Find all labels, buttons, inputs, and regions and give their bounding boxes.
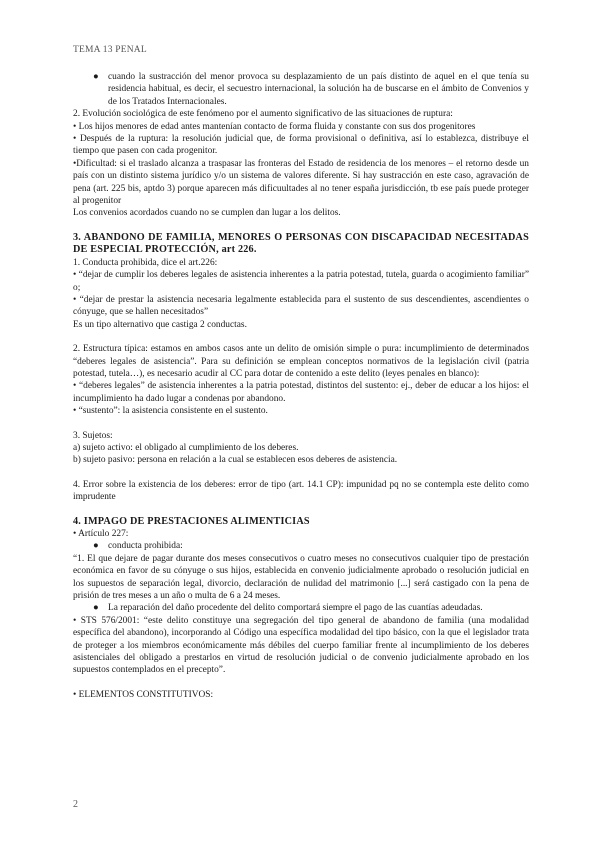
paragraph: • “dejar de prestar la asistencia necesaria legalmente establecida para el sustento de sus descendientes, ascendientes o cónyuge, que se hallen necesitados” xyxy=(73,294,529,318)
paragraph: 1. Conducta prohibida, dice el art.226: xyxy=(73,257,218,268)
paragraph: 4. Error sobre la existencia de los deberes: error de tipo (art. 14.1 CP): impunidad pq no se contempla este delito como imprudente xyxy=(73,479,529,503)
bullet-text: La reparación del daño procedente del delito comportará siempre el pago de las cuantías adeudadas. xyxy=(108,603,483,614)
spacer xyxy=(73,331,529,343)
paragraph: • Después de la ruptura: la resolución judicial que, de forma provisional o definitiva, así lo establezca, distribuye el tiempo que pasen con cada progenitor. xyxy=(73,134,529,157)
paragraph: • ELEMENTOS CONSTITUTIVOS: xyxy=(73,689,214,700)
paragraph: Los convenios acordados cuando no se cumplen dan lugar a los delitos. xyxy=(73,208,341,219)
bullet-text: conducta prohibida: xyxy=(108,541,183,552)
paragraph: 3. Sujetos: xyxy=(73,430,113,441)
paragraph: • STS 576/2001: “este delito constituye una segregación del tipo general de abandono de familia (una modalidad específica del abandono), incorporando al Código una específica modalidad del tipo básico, con la que el legislador trata de proteger a los miembros económicamente más débiles del cuerpo familiar frente al incumplimiento de los deberes asistenciales del obligado a prestarlos en virtud de resolución judicial o de convenio judicialmente aprobado en los supuestos contemplados en el precepto”. xyxy=(73,615,529,676)
bullet-item xyxy=(93,602,529,614)
bullet-text: cuando la sustracción del menor provoca su desplazamiento de un país distinto de aquel en el que tenía su residencia habitual, es decir, el secuestro internacional, la solución ha de buscarse en el ámbito de Convenios y de los Tratados Internacionales. xyxy=(108,72,529,107)
spacer xyxy=(73,504,529,516)
spacer xyxy=(73,467,529,479)
page-header-title: TEMA 13 PENAL xyxy=(73,45,147,55)
bullet-item xyxy=(93,71,529,108)
bullet-dot: ● xyxy=(93,541,99,552)
paragraph: • Los hijos menores de edad antes mantenían contacto de forma fluida y constante con sus dos progenitores xyxy=(73,121,476,132)
paragraph: • Artículo 227: xyxy=(73,529,129,539)
bullet-dot: ● xyxy=(93,603,99,614)
paragraph: Es un tipo alternativo que castiga 2 conductas. xyxy=(73,319,247,330)
spacer xyxy=(73,220,529,232)
section-heading: 3. ABANDONO DE FAMILIA, MENORES O PERSONAS CON DISCAPACIDAD NECESITADAS DE ESPECIAL PROTECCIÓN, art 226. xyxy=(73,231,529,256)
section-heading: 4. IMPAGO DE PRESTACIONES ALIMENTICIAS xyxy=(73,515,310,527)
paragraph: 2. Estructura típica: estamos en ambos casos ante un delito de omisión simple o pura: incumplimiento de determinados “deberes legales de asistencia”. Para su definición se emplean conceptos normativos de la legislación civil (patria potestad, tutela…), es necesario acudir al CC para dotar de contenido a este delito (leyes penales en blanco): xyxy=(73,344,529,379)
page-number: 2 xyxy=(73,799,78,810)
paragraph: 2. Evolución sociológica de este fenómeno por el aumento significativo de las situaciones de ruptura: xyxy=(73,109,453,120)
paragraph: • “deberes legales” de asistencia inherentes a la patria potestad, distintos del sustento: ej., deber de educar a los hijos: el incumplimiento ha dado lugar a condenas por abandono. xyxy=(73,381,529,404)
paragraph: b) sujeto pasivo: persona en relación a la cual se establecen esos deberes de asistencia. xyxy=(73,455,398,466)
paragraph: • “dejar de cumplir los deberes legales de asistencia inherentes a la patria potestad, tutela, guarda o acogimiento familiar” o; xyxy=(73,270,529,293)
paragraph: a) sujeto activo: el obligado al cumplimiento de los deberes. xyxy=(73,442,299,453)
bullet-dot: ● xyxy=(93,72,99,82)
spacer xyxy=(73,418,529,430)
spacer xyxy=(73,677,529,689)
bullet-item xyxy=(93,540,529,552)
paragraph: • “sustento”: la asistencia consistente en el sustento. xyxy=(73,406,268,417)
paragraph: “1. El que dejare de pagar durante dos meses consecutivos o cuatro meses no consecutivos cualquier tipo de prestación económica en favor de su cónyuge o sus hijos, establecida en convenio judicialmente aprobado o resolución judicial en los supuestos de separación legal, divorcio, declaración de nulidad del matrimonio [...] será castigado con la pena de prisión de tres meses a un año o multa de 6 a 24 meses. xyxy=(73,553,529,602)
paragraph: •Dificultad: si el traslado alcanza a traspasar las fronteras del Estado de residencia de los menores – el retorno desde un país con un distinto sistema jurídico y/o un sistema de valores diferente. Si hay sustracción en este caso, agravación de pena (art. 225 bis, aptdo 3) porque aparecen más dificuultades al no tener españa jurisdicción, tb ese país puede proteger al progenitor xyxy=(73,158,529,207)
document-body xyxy=(73,71,529,701)
